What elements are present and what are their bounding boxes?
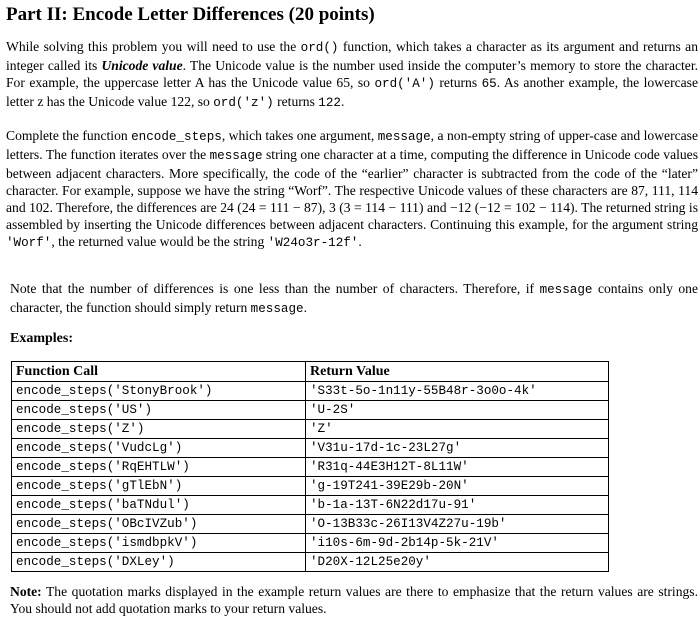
return-value-cell: 'b-1a-13T-6N22d17u-91' (306, 496, 609, 515)
p3-code-message-2: message (250, 302, 304, 316)
p2-code-message-2: message (209, 149, 263, 163)
table-row (12, 553, 609, 572)
p1-text-5: . As another example, the lowercase letter z has the Unicode value 122, so (6, 75, 698, 109)
function-call-cell: encode_steps('baTNdul') (12, 496, 306, 515)
p2-text-4: string one character at a time, computing the difference in Unicode code values between adjacent characters. More specifically, the code of the “earlier” character is subtracted from the code of the “later” character. For example, suppose we have the string “Worf”. The respective Unicode values of these characters are 87, 111, 114 and 102. Therefore, the differences are 24 (24 = 111 − 87), 3 (3 = 114 − 111) and −12 (−12 = 102 − 114). The returned string is assembled by inserting the Unicode differences between adjacent characters. Continuing this example, for the argument string (6, 147, 699, 232)
function-call-cell: encode_steps('StonyBrook') (12, 382, 306, 401)
examples-table (11, 361, 609, 572)
table-row (12, 420, 609, 439)
return-value-cell: 'U-2S' (306, 401, 609, 420)
p1-text-4: returns (434, 75, 482, 90)
return-value-cell: 'Z' (306, 420, 609, 439)
function-call-cell: encode_steps('OBcIVZub') (12, 515, 306, 534)
p1-text-1: While solving this problem you will need to use the (6, 39, 301, 54)
table-row (12, 515, 609, 534)
function-call-cell: encode_steps('VudcLg') (12, 439, 306, 458)
table-row (12, 534, 609, 553)
table-header-row (12, 362, 609, 382)
table-row (12, 382, 609, 401)
p2-code-worf: 'Worf' (6, 236, 52, 250)
return-value-cell: 'S33t-5o-1n11y-55B48r-3o0o-4k' (306, 382, 609, 401)
header-function-call: Function Call (12, 362, 306, 382)
p1-text-6: returns (273, 94, 319, 109)
table-row (12, 439, 609, 458)
function-call-cell: encode_steps('RqEHTLW') (12, 458, 306, 477)
return-value-cell: 'V31u-17d-1c-23L27g' (306, 439, 609, 458)
note-label: Note: (10, 584, 42, 599)
note-text: The quotation marks displayed in the example return values are there to emphasize that the return values are strings. You should not add quotation marks to your return values. (10, 584, 698, 616)
p3-code-message: message (539, 283, 593, 297)
return-value-cell: 'i10s-6m-9d-2b14p-5k-21V' (306, 534, 609, 553)
function-call-cell: encode_steps('DXLey') (12, 553, 306, 572)
table-row (12, 401, 609, 420)
function-call-cell: encode_steps('Z') (12, 420, 306, 439)
p3-text-3: . (303, 300, 307, 315)
p3-text-1: Note that the number of differences is one less than the number of characters. Therefore, if (10, 281, 540, 296)
return-value-cell: 'g-19T241-39E29b-20N' (306, 477, 609, 496)
table-row (12, 496, 609, 515)
header-return-value: Return Value (306, 362, 609, 382)
p1-code-ord-a: ord('A') (374, 77, 435, 91)
intro-paragraph (6, 38, 698, 112)
p2-text-6: . (358, 234, 362, 249)
table-row (12, 458, 609, 477)
p1-text-7: . (340, 94, 345, 109)
p1-code-122: 122 (318, 96, 341, 110)
p2-text-1: Complete the function (6, 128, 132, 143)
note-paragraph (10, 583, 698, 617)
p1-text-3: . The Unicode value is the number used inside the computer’s memory to store the character. For example, the uppercase letter A has the Unicode value 65, so (6, 58, 699, 90)
function-call-cell: encode_steps('ismdbpkV') (12, 534, 306, 553)
p2-code-message: message (377, 130, 431, 144)
p2-code-worf-result: 'W24o3r-12f' (267, 236, 359, 250)
p1-code-65: 65 (481, 77, 497, 91)
function-call-cell: encode_steps('gTlEbN') (12, 477, 306, 496)
p2-text-5: , the returned value would be the string (51, 234, 268, 249)
p2-text-2: , which takes one argument, (221, 128, 378, 143)
return-value-cell: 'R31q-44E3H12T-8L11W' (306, 458, 609, 477)
table-row (12, 477, 609, 496)
section-title: Part II: Encode Letter Differences (20 points) (6, 4, 375, 25)
p3-text-2: contains only one character, the function should simply return (10, 281, 699, 315)
note-differences-paragraph (10, 280, 698, 318)
examples-heading: Examples: (10, 331, 73, 346)
p1-code-ord-z: ord('z') (213, 96, 274, 110)
p2-text-3: , a non-empty string of upper-case and lowercase letters. The function iterates over the (6, 128, 698, 162)
p1-emphasis-unicode-value: Unicode value (101, 58, 183, 73)
return-value-cell: 'O-13B33c-26I13V4Z27u-19b' (306, 515, 609, 534)
function-call-cell: encode_steps('US') (12, 401, 306, 420)
p1-text-2: function, which takes a character as its argument and returns an integer called its (6, 39, 698, 73)
return-value-cell: 'D20X-12L25e20y' (306, 553, 609, 572)
p2-code-encode-steps: encode_steps (131, 130, 222, 144)
p1-code-ord: ord() (300, 41, 339, 55)
task-paragraph (6, 127, 698, 252)
